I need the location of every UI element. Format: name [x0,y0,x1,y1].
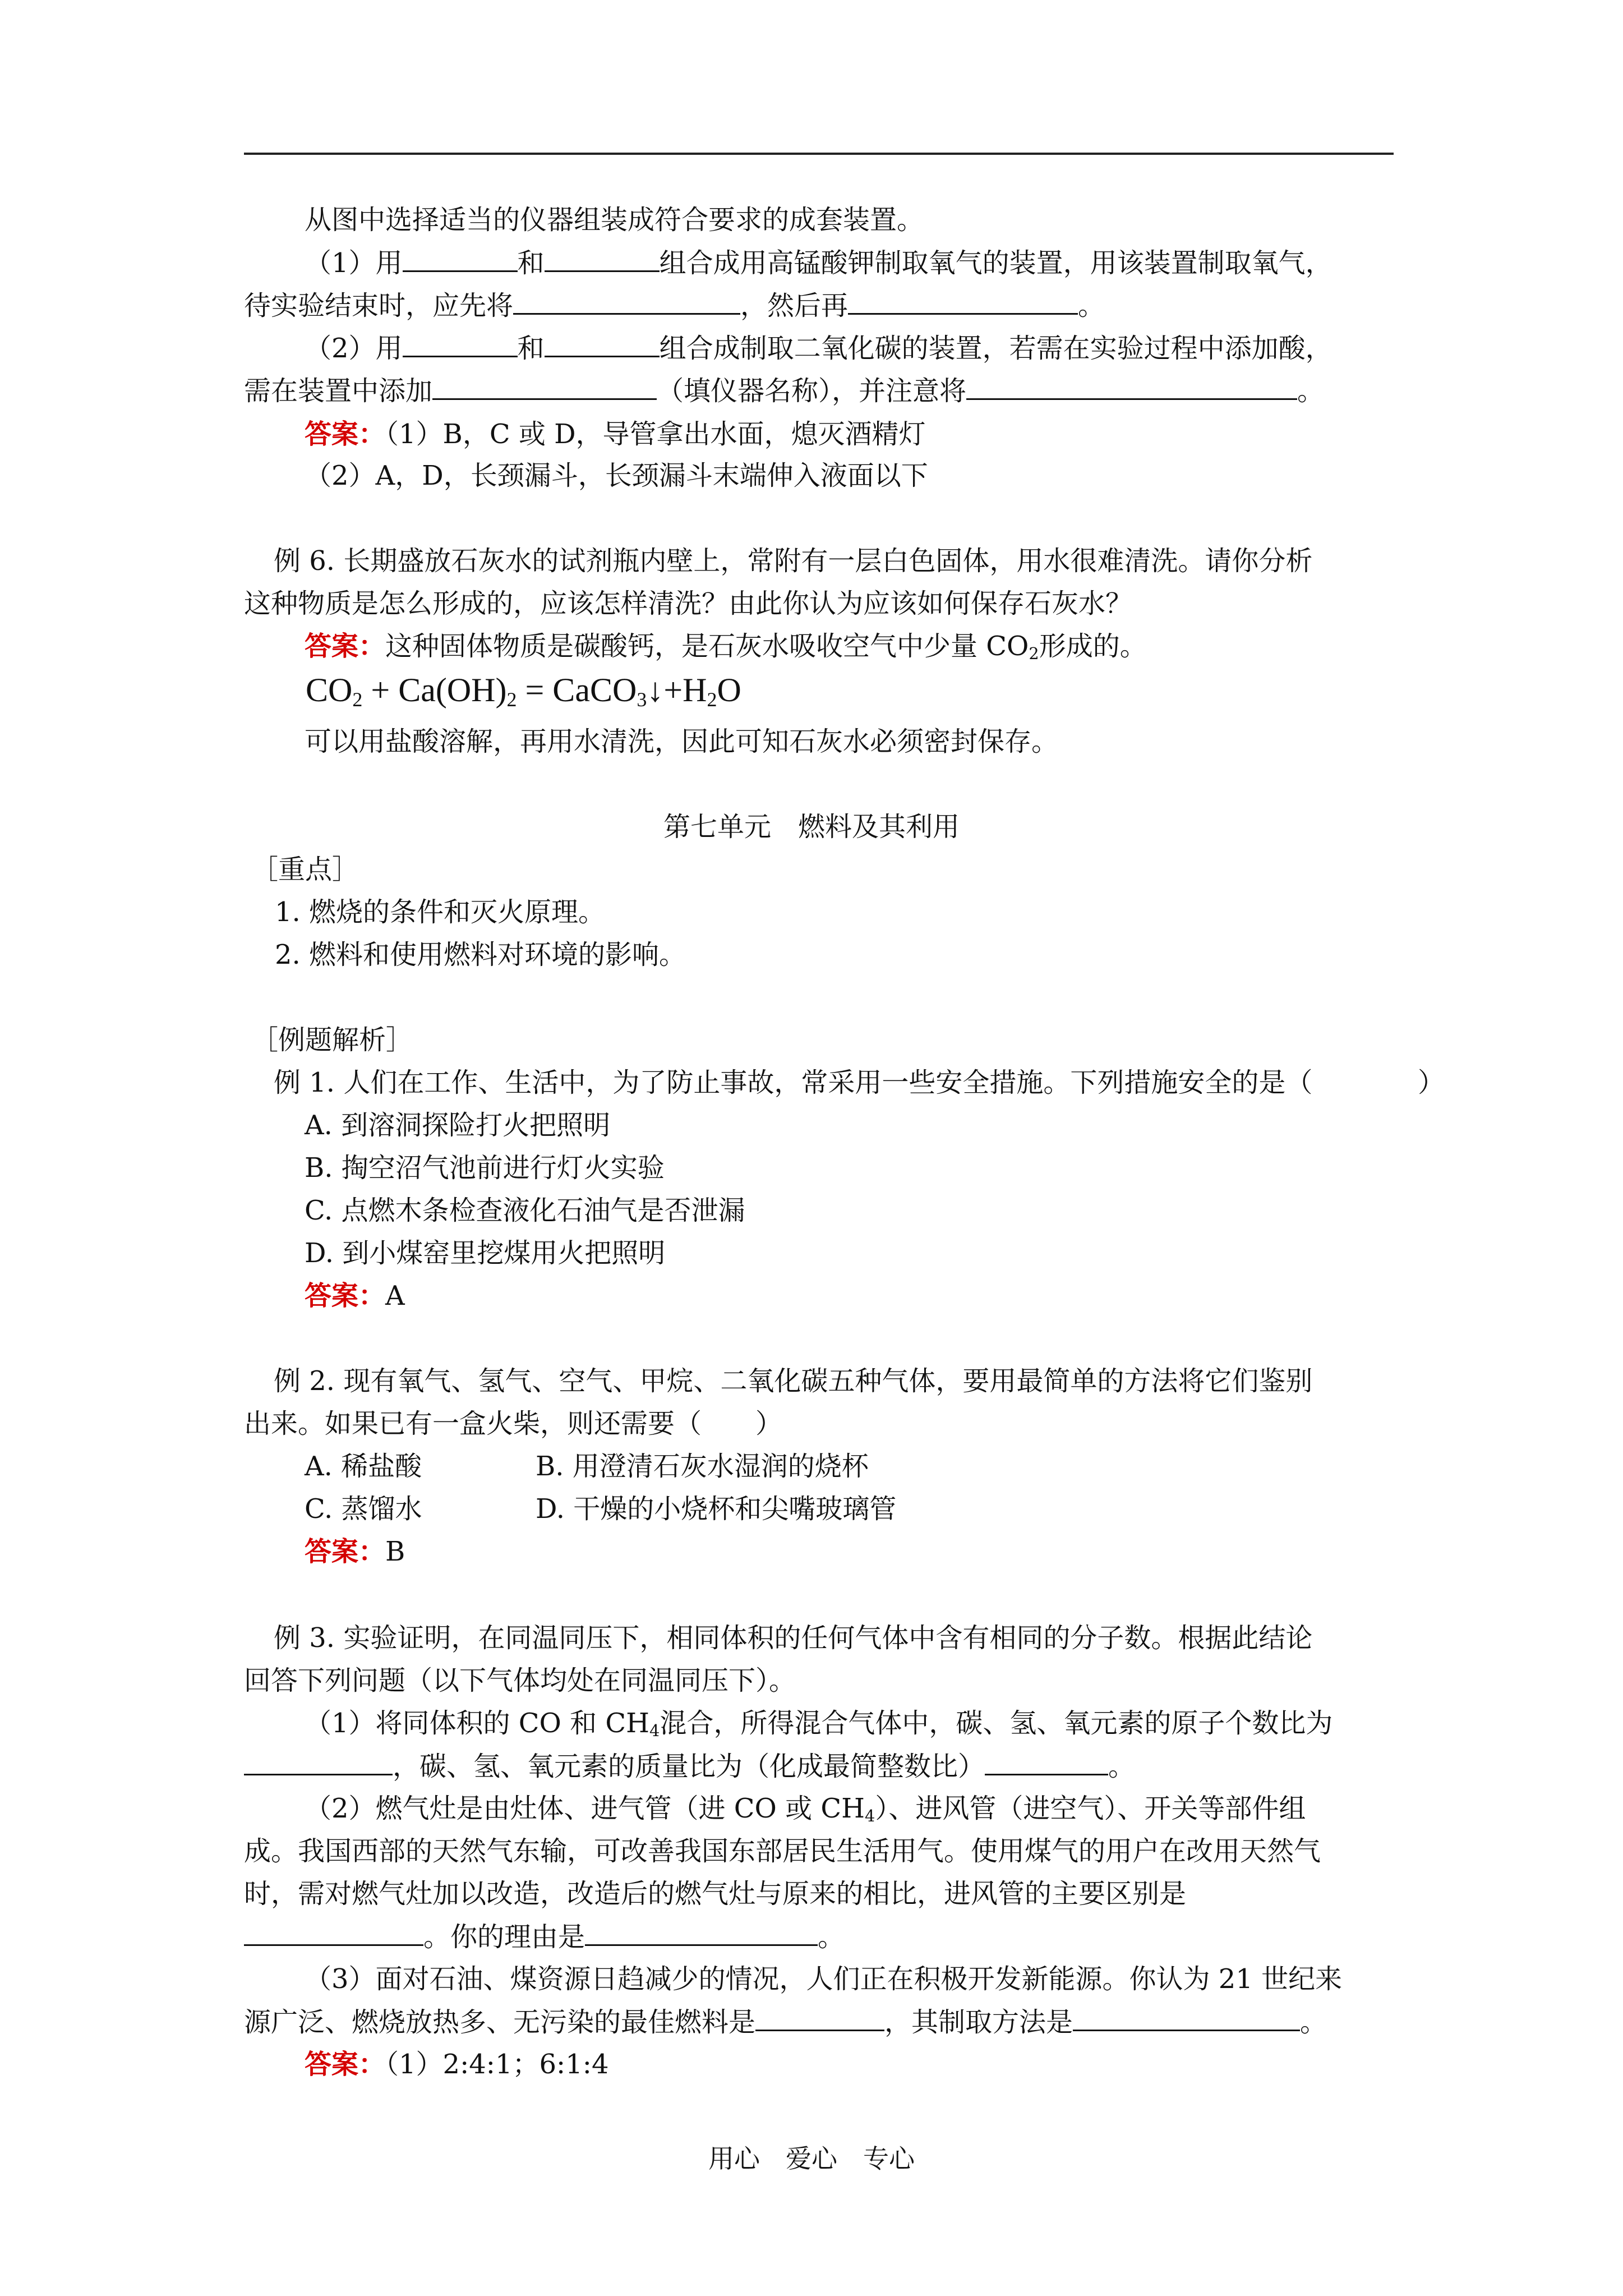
header-rule [244,153,1394,155]
option: D. 干燥的小烧杯和尖嘴玻璃管 [536,1493,897,1525]
question-2-line: （2）燃气灶是由灶体、进气管（进 CO 或 $CH_4$）、进风管（进空气）、开关等部件组 [305,1793,1306,1826]
answer-label: 答案： [305,1536,386,1567]
option: C. 蒸馏水 [305,1493,422,1525]
answer-blank [403,331,518,357]
question-1-line: 待实验结束时，应先将 ，然后再 。 [244,288,1105,322]
answer-blank [432,374,657,400]
question-1-line: （1）将同体积的 CO 和 $CH_4$混合，所得混合气体中，碳、氢、氧元素的原子个数比为 [305,1708,1333,1741]
example-3-stem: 回答下列问题（以下气体均处在同温同压下）。 [244,1665,796,1696]
answer-label: 答案： [305,1280,386,1312]
example-6-stem: 这种物质是怎么形成的，应该怎样清洗？由此你认为应该如何保存石灰水？ [244,588,1133,619]
answer-blank [403,246,518,272]
question-1-line: ，碳、氢、氧元素的质量比为（化成最简整数比） 。 [244,1749,1135,1783]
key-points-label: ［重点］ [251,854,359,885]
question-2-line: 时，需对燃气灶加以改造，改造后的燃气灶与原来的相比，进风管的主要区别是 [244,1878,1187,1910]
answer-line: （2）A，D，长颈漏斗，长颈漏斗末端伸入液面以下 [305,460,928,491]
answer-line: 答案：这种固体物质是碳酸钙，是石灰水吸收空气中少量 $CO_2$形成的。 [305,631,1147,664]
option: C. 点燃木条检查液化石油气是否泄漏 [305,1195,745,1226]
answer-blank [848,288,1078,315]
answer-blank [1073,2005,1300,2031]
question-1-line: （1）用 和 组合成用高锰酸钾制取氧气的装置，用该装置制取氧气， [305,246,1332,279]
answer-blank [244,1749,393,1775]
answer-blank [585,1920,818,1946]
option: A. 到溶洞探险打火把照明 [305,1110,611,1141]
answer-line: 答案：B [305,1536,405,1567]
page-footer: 用心 爱心 专心 [708,2143,915,2174]
answer-blank [244,1920,423,1946]
question-3-line: （3）面对石油、煤资源日趋减少的情况，人们正在积极开发新能源。你认为 21 世纪来 [305,1963,1343,1995]
answer-blank [966,374,1297,400]
option: D. 到小煤窑里挖煤用火把照明 [305,1237,666,1269]
example-6-stem: 例 6. 长期盛放石灰水的试剂瓶内壁上，常附有一层白色固体，用水很难清洗。请你分析 [274,545,1313,577]
key-point: 1. 燃烧的条件和灭火原理。 [275,896,606,928]
answer-blank [545,331,660,357]
question-2-line: 。你的理由是 。 [244,1920,845,1953]
question-3-line: 源广泛、燃烧放热多、无污染的最佳燃料是 ，其制取方法是 。 [244,2005,1327,2039]
intro-line: 从图中选择适当的仪器组装成符合要求的成套装置。 [305,204,924,236]
question-2-line: 成。我国西部的天然气东输，可改善我国东部居民生活用气。使用煤气的用户在改用天然气 [244,1835,1321,1867]
example-2-stem: 例 2. 现有氧气、氢气、空气、甲烷、二氧化碳五种气体，要用最简单的方法将它们鉴别 [274,1365,1313,1397]
section-title: 第七单元 燃料及其利用 [663,811,960,843]
key-point: 2. 燃料和使用燃料对环境的影响。 [275,939,686,970]
option: B. 用澄清石灰水湿润的烧杯 [536,1451,869,1482]
example-1-stem: 例 1. 人们在工作、生活中，为了防止事故，常采用一些安全措施。下列措施安全的是（ [274,1067,1313,1098]
answer-blank [545,246,660,272]
bracket-close: ） [1418,1067,1445,1098]
example-3-stem: 例 3. 实验证明，在同温同压下，相同体积的任何气体中含有相同的分子数。根据此结论 [274,1622,1313,1654]
answer-label: 答案： [305,631,386,662]
question-2-line: 需在装置中添加 （填仪器名称），并注意将 。 [244,374,1324,407]
answer-blank [513,288,740,315]
option: A. 稀盐酸 [305,1451,422,1482]
answer-line: 可以用盐酸溶解，再用水清洗，因此可知石灰水必须密封保存。 [305,726,1059,757]
option: B. 掏空沼气池前进行灯火实验 [305,1152,665,1184]
answer-blank [985,1749,1108,1775]
answer-label: 答案： [305,2049,386,2080]
answer-line: 答案：（1）2:4:1；6:1:4 [305,2049,609,2080]
question-2-line: （2）用 和 组合成制取二氧化碳的装置，若需在实验过程中添加酸， [305,331,1332,365]
answer-blank [755,2005,884,2031]
examples-label: ［例题解析］ [251,1024,413,1056]
chemical-equation: $CO_2 + Ca(OH)_2$ = $CaCO_3↓+H_2O$ [306,671,741,711]
answer-line: 答案：A [305,1280,405,1312]
answer-label: 答案： [305,418,386,450]
example-2-stem: 出来。如果已有一盒火柴，则还需要（ ） [244,1408,783,1439]
answer-line: 答案：（1）B，C 或 D，导管拿出水面，熄灭酒精灯 [305,418,926,450]
